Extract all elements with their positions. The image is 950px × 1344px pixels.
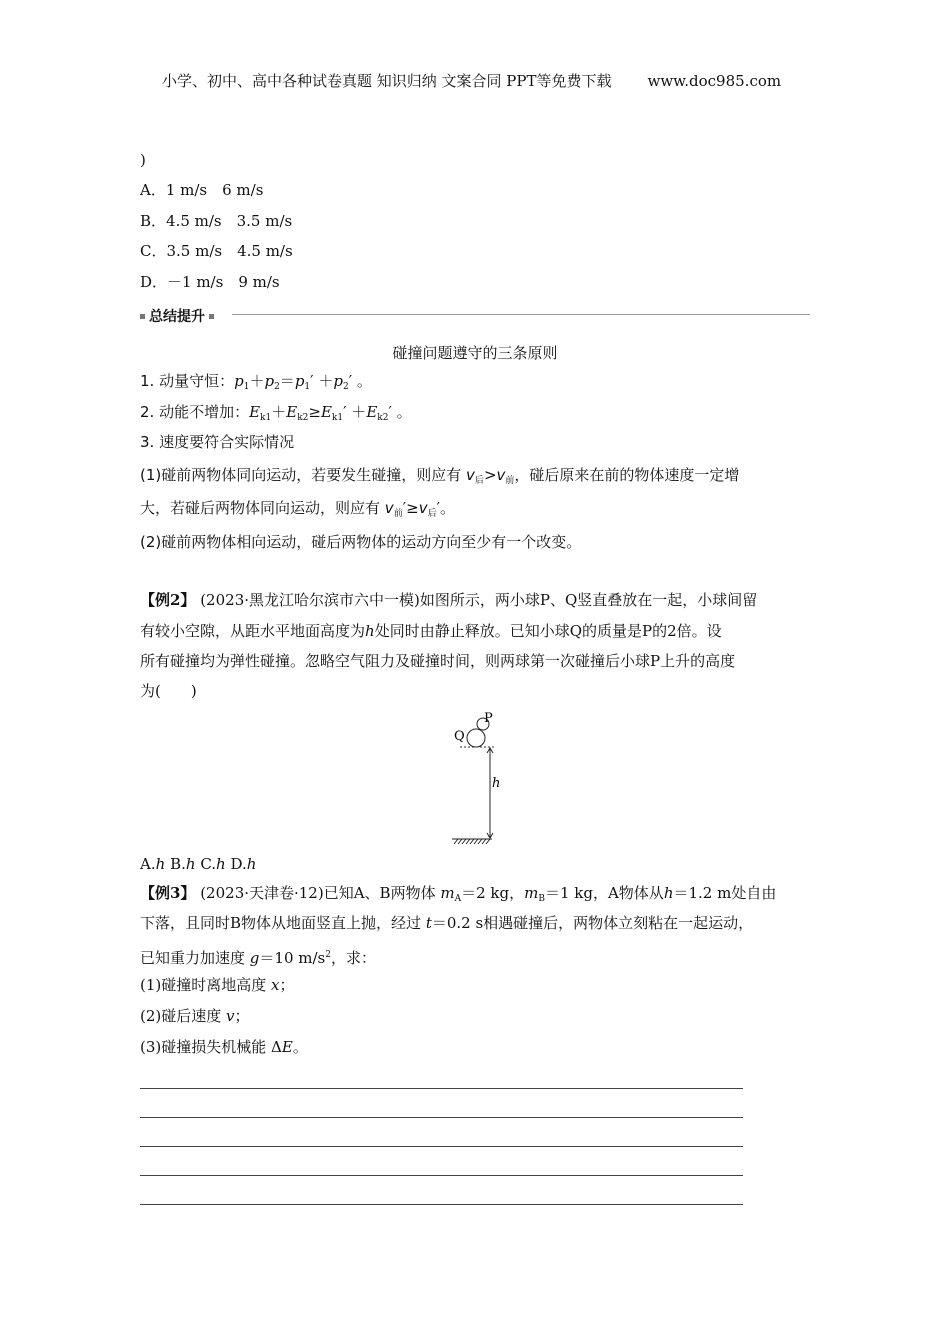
example-2-options: A.h B.h C.h D.h — [140, 855, 257, 873]
rule-1: 1. 动量守恒：$p_1+p_2=p_1' +p_2'$ 。 — [140, 372, 372, 392]
rule-3: 3. 速度要符合实际情况 — [140, 433, 295, 451]
paren: ) — [140, 151, 146, 169]
answer-line[interactable] — [140, 1088, 743, 1089]
example-3-line-3: 已知重力加速度 g＝10 $m/s^2$，求： — [140, 949, 376, 967]
option-a: A．1 m/s 6 m/s — [140, 181, 264, 199]
option-b: B．4.5 m/s 3.5 m/s — [140, 212, 293, 230]
example-2-line-1: 【例2】 (2023·黑龙江哈尔滨市六中一模)如图所示，两小球P、Q竖直叠放在一起，小球间留 — [140, 591, 758, 609]
case-2: (2)碰前两物体相向运动，碰后两物体的运动方向至少有一个改变。 — [140, 533, 582, 551]
header-text: 小学、初中、高中各种试卷真题 知识归纳 文案合同 PPT等免费下载 — [162, 72, 612, 90]
summary-label: 总结提升 — [149, 309, 205, 325]
summary-bar — [140, 306, 810, 324]
label-h: h — [492, 776, 501, 791]
example-2-line-2: 有较小空隙，从距水平地面高度为h处同时由静止释放。已知小球Q的质量是P的2倍。设 — [140, 622, 722, 640]
option-d: D．－1 m/s 9 m/s — [140, 273, 280, 291]
balls-figure — [440, 705, 520, 850]
answer-line[interactable] — [140, 1146, 743, 1147]
example-2-line-4: 为( ) — [140, 682, 197, 700]
answer-line[interactable] — [140, 1175, 743, 1176]
label-p: P — [484, 711, 493, 726]
summary-title: 碰撞问题遵守的三条原则 — [392, 344, 558, 362]
header-url[interactable]: www.doc985.com — [647, 72, 782, 90]
ball-q — [467, 729, 485, 747]
rule-2: 2. 动能不增加：$E_{k1}+E_{k2}\ge E_{k1}' +E_{k2}'$ 。 — [140, 403, 412, 423]
question-1: (1)碰撞时离地高度 x； — [140, 976, 295, 994]
answer-line[interactable] — [140, 1204, 743, 1205]
square-icon — [209, 314, 214, 319]
case-1-line-2: 大，若碰后两物体同向运动，则应有 $v_前'\ge v_后'$。 — [140, 499, 456, 519]
answer-line[interactable] — [140, 1117, 743, 1118]
example-2-line-3: 所有碰撞均为弹性碰撞。忽略空气阻力及碰撞时间，则两球第一次碰撞后小球P上升的高度 — [140, 652, 736, 670]
label-q: Q — [454, 729, 465, 744]
example-3-line-1: 【例3】 (2023·天津卷·12)已知A、B两物体 $m_A=2$ kg，$m_B=1$ kg，A物体从h＝1.2 m处自由 — [140, 884, 777, 904]
case-1-line-1: (1)碰前两物体同向运动，若要发生碰撞，则应有 $v_后>v_前$，碰后原来在前的物体速度一定增 — [140, 466, 740, 486]
option-c: C．3.5 m/s 4.5 m/s — [140, 242, 293, 260]
question-3: (3)碰撞损失机械能 ΔE。 — [140, 1038, 308, 1056]
example-3-line-2: 下落，且同时B物体从地面竖直上抛，经过 t＝0.2 s相遇碰撞后，两物体立刻粘在一起运动， — [140, 914, 754, 932]
question-2: (2)碰后速度 v； — [140, 1007, 250, 1025]
page-header — [162, 70, 781, 91]
square-icon — [140, 314, 145, 319]
divider — [232, 314, 810, 315]
